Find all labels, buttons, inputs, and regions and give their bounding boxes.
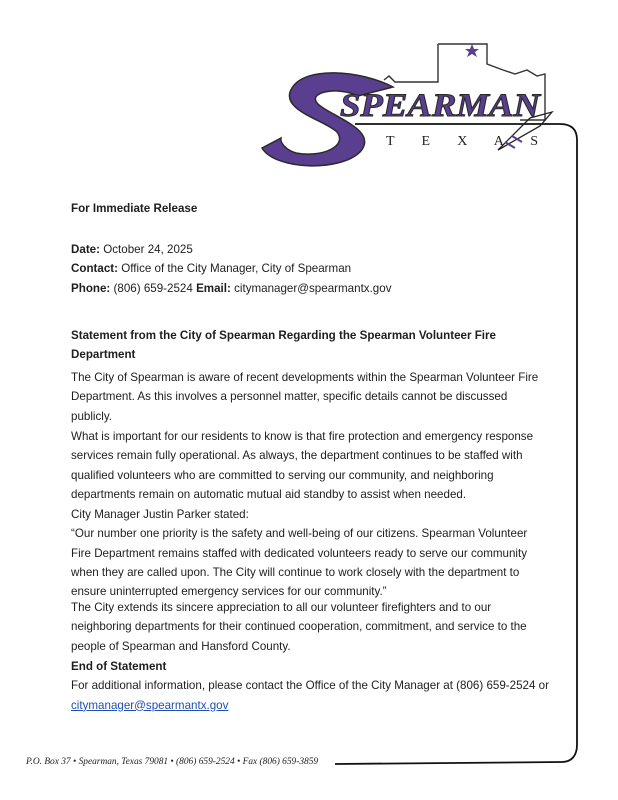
logo-name: SPEARMAN (340, 88, 542, 124)
closing-block (71, 657, 549, 715)
paragraph-quote (71, 505, 549, 601)
paragraph-awareness: The City of Spearman is aware of recent developments within the Spearman Volunteer Fire Department. As this involves a personnel matter, specific details cannot be discussed publicly. (71, 371, 539, 423)
release-label: For Immediate Release (71, 202, 198, 215)
quote-intro: City Manager Justin Parker stated: (71, 508, 249, 521)
statement-title: Statement from the City of Spearman Regarding the Spearman Volunteer Fire Department (71, 329, 496, 362)
end-of-statement: End of Statement (71, 660, 167, 673)
star-icon (465, 44, 479, 57)
contact-block (71, 240, 549, 298)
closing-text: For additional information, please contact the Office of the City Manager at (806) 659-2524 or citymanager@spearmantx.gov (71, 679, 549, 712)
date-line: Date: October 24, 2025 (71, 243, 193, 256)
footer-address: P.O. Box 37 • Spearman, Texas 79081 • (806) 659-2524 • Fax (806) 659-3859 (26, 757, 319, 767)
paragraph-appreciation: The City extends its sincere appreciation to all our volunteer firefighters and to our neighboring departments for their continued cooperation, commitment, and service to the people of Spearman and Hansford County. (71, 601, 527, 653)
quote-text: “Our number one priority is the safety and well-being of our citizens. Spearman Volunteer Fire Department remains staffed with dedicated volunteers ready to serve our community when they are called upon. The City will continue to work closely with the department to ensure uninterrupted emergency services for our community.” (71, 527, 528, 599)
contact-line: Contact: Office of the City Manager, City of Spearman (71, 262, 352, 276)
paragraph-operations: What is important for our residents to know is that fire protection and emergency response services remain fully operational. As always, the department continues to be staffed with qualified volunteers who are committed to serving our community, and neighboring departments remain on automatic mutual aid standby to assist when needed. (71, 430, 534, 501)
logo-state: T E X A S (386, 134, 538, 149)
email-link[interactable]: citymanager@spearmantx.gov (71, 698, 229, 712)
phone-line: Phone: (806) 659-2524 Email: citymanager@spearmantx.gov (71, 281, 392, 295)
